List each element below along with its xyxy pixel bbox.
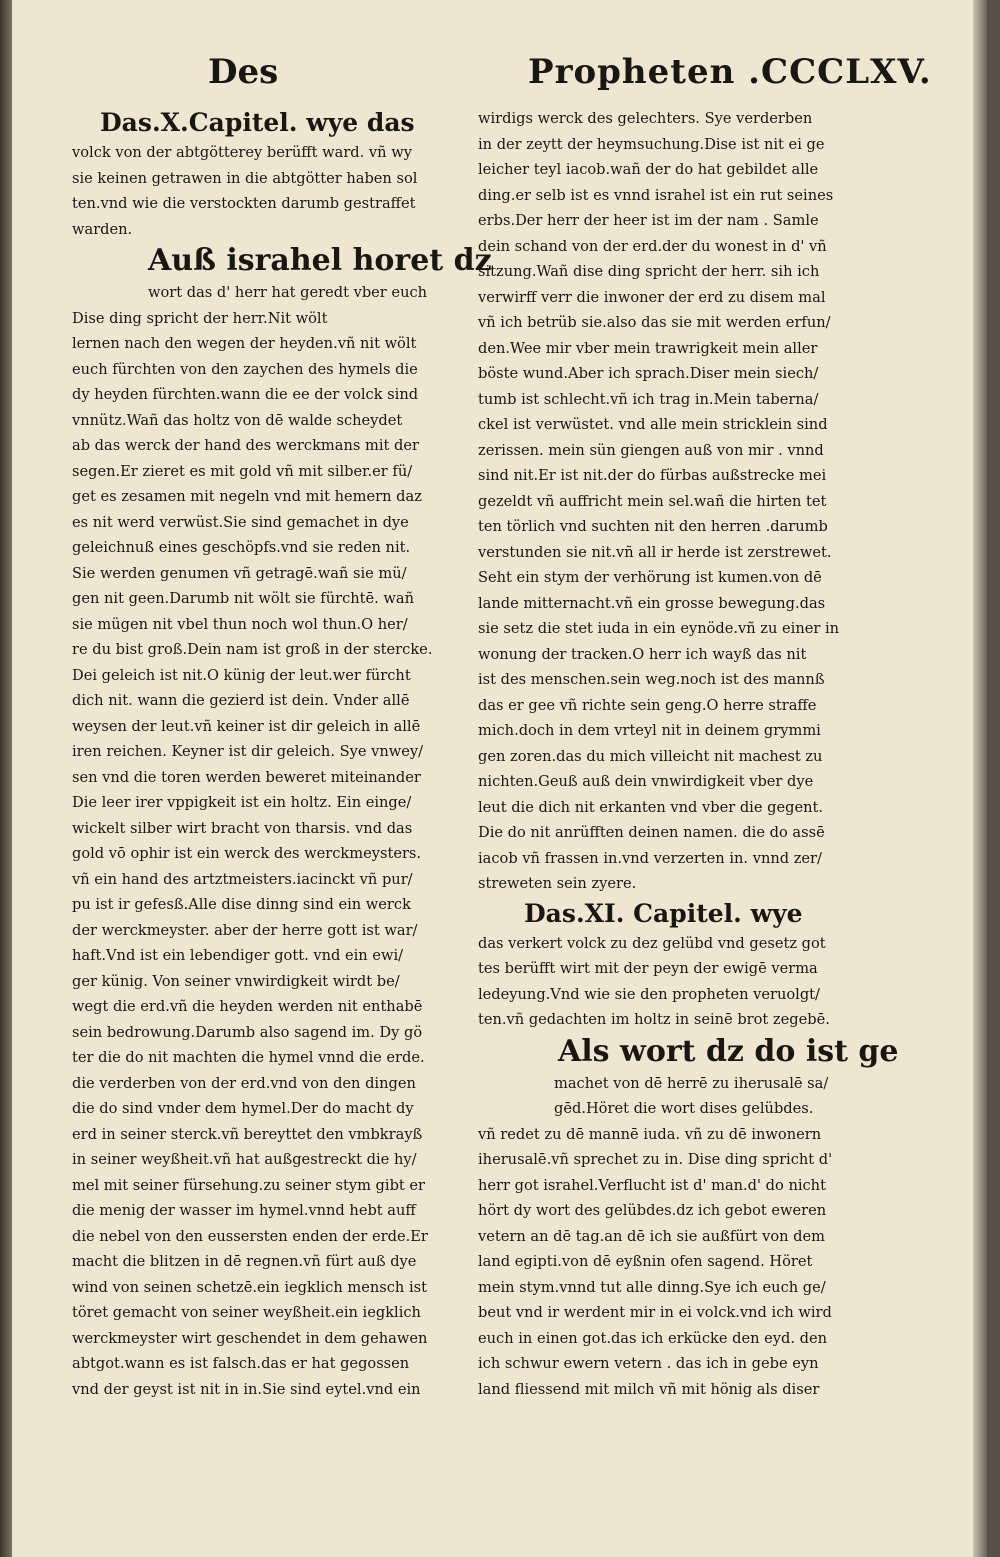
text-line: ckel ist verwüstet. vnd alle mein stricklein sind <box>478 416 828 433</box>
text-line: beut vnd ir werdent mir in ei volck.vnd ich wird <box>478 1304 832 1321</box>
text-line: erbs.Der herr der heer ist im der nam . Samle <box>478 212 819 229</box>
text-line: leicher teyl iacob.wañ der do hat gebildet alle <box>478 161 819 178</box>
text-line: gen zoren.das du mich villeicht nit machest zu <box>478 747 823 765</box>
text-line: sie keinen getrawen in die abtgötter haben sol <box>72 169 418 187</box>
text-line: gen nit geen.Darumb nit wölt sie fürchtē. wañ <box>72 590 415 607</box>
text-line: geleichnuß eines geschöpfs.vnd sie reden nit. <box>72 539 411 556</box>
text-line: mel mit seiner fürsehung.zu seiner stym gibt er <box>72 1176 426 1194</box>
chapter-summary <box>72 140 434 242</box>
text-line: Die do nit anrüfften deinen namen. die do assē <box>478 824 825 841</box>
text-line: wort das d' herr hat geredt vber euch <box>148 284 428 301</box>
text-line: den.Wee mir vber mein trawrigkeit mein aller <box>478 339 818 357</box>
text-line: das er gee vñ richte sein geng.O herre straffe <box>478 696 817 714</box>
text-line: segen.Er zieret es mit gold vñ mit silber.er fü/ <box>72 462 413 480</box>
text-line: vnnütz.Wañ das holtz von dē walde scheydet <box>72 411 403 429</box>
text-line: sie setz die stet iuda in ein eynöde.vñ zu einer in <box>478 620 840 637</box>
chapter-summary <box>478 931 840 1033</box>
initial-line: Auß israhel horet dz <box>148 243 492 278</box>
text-line: vnd der geyst ist nit in in.Sie sind eytel.vnd ein <box>72 1380 421 1398</box>
running-header-right: Propheten .CCCLXV. <box>528 52 932 92</box>
text-line: Sie werden genumen vñ getragē.wañ sie mü/ <box>72 564 407 582</box>
text-line: macht die blitzen in dē regnen.vñ fürt auß dye <box>72 1253 417 1270</box>
text-line: vñ ein hand des artztmeisters.iacinckt vñ pur/ <box>72 870 413 888</box>
text-line: ter die do nit machten die hymel vnnd die erde. <box>72 1049 425 1066</box>
text-line: ab das werck der hand des werckmans mit der <box>72 437 419 454</box>
text-line: wirdigs werck des gelechters. Sye verderben <box>478 110 813 127</box>
text-line: die menig der wasser im hymel.vnnd hebt auff <box>72 1202 416 1219</box>
text-line: sein bedrowung.Darumb also sagend im. Dy gö <box>72 1023 423 1041</box>
text-line: land fliessend mit milch vñ mit hönig als diser <box>478 1380 820 1398</box>
text-line: nichten.Geuß auß dein vnwirdigkeit vber dye <box>478 773 814 790</box>
text-line: das verkert volck zu dez gelübd vnd gesetz got <box>478 934 826 952</box>
text-line: sie mügen nit vbel thun noch wol thun.O her/ <box>72 615 408 633</box>
text-line: gēd.Höret die wort dises gelübdes. <box>554 1100 814 1117</box>
text-line: sitzung.Wañ dise ding spricht der herr. sih ich <box>478 263 820 280</box>
text-line: warden. <box>72 220 133 238</box>
initial-line: Als wort dz do ist ge <box>558 1033 899 1069</box>
text-line: sen vnd die toren werden beweret miteinander <box>72 768 421 786</box>
text-line: Seht ein stym der verhörung ist kumen.von dē <box>478 569 822 586</box>
text-line: ten.vñ gedachten im holtz in seinē brot zegebē. <box>478 1011 830 1028</box>
text-line: abtgot.wann es ist falsch.das er hat gegossen <box>72 1355 410 1372</box>
body-text <box>478 1071 840 1403</box>
body-text <box>478 106 840 897</box>
right-text-column <box>478 106 899 1402</box>
text-line: die verderben von der erd.vnd von den dingen <box>72 1074 416 1092</box>
text-line: land egipti.von dē eyßnin ofen sagend. Höret <box>478 1253 813 1270</box>
text-line: re du bist groß.Dein nam ist groß in der stercke. <box>72 641 433 658</box>
text-line: euch fürchten von den zaychen des hymels die <box>72 360 418 378</box>
text-line: lernen nach den wegen der heyden.vñ nit wölt <box>72 335 417 352</box>
text-line: pu ist ir gefesß.Alle dise dinng sind ein werck <box>72 896 411 913</box>
text-line: werckmeyster wirt geschendet in dem gehawen <box>72 1329 428 1347</box>
text-line: der werckmeyster. aber der herre gott ist war/ <box>72 921 418 939</box>
text-line: weysen der leut.vñ keiner ist dir geleich in allē <box>72 717 421 735</box>
text-line: sind nit.Er ist nit.der do fürbas außstrecke mei <box>478 467 827 484</box>
text-line: hört dy wort des gelübdes.dz ich gebot eweren <box>478 1202 827 1219</box>
text-line: verstunden sie nit.vñ all ir herde ist zerstrewet. <box>478 543 832 561</box>
text-line: dich nit. wann die gezierd ist dein. Vnder allē <box>72 692 410 709</box>
text-line: verwirff verr die inwoner der erd zu disem mal <box>478 288 826 306</box>
text-line: vetern an dē tag.an dē ich sie außfürt von dem <box>478 1227 825 1245</box>
text-line: ten.vnd wie die verstockten darumb gestraffet <box>72 195 416 212</box>
text-line: haft.Vnd ist ein lebendiger gott. vnd ein ewi/ <box>72 947 404 964</box>
text-line: mein stym.vnnd tut alle dinng.Sye ich euch ge/ <box>478 1278 826 1296</box>
text-line: gezeldt vñ auffricht mein sel.wañ die hirten tet <box>478 492 827 510</box>
text-line: streweten sein zyere. <box>478 875 637 892</box>
text-line: iherusalē.vñ sprechet zu in. Dise ding spricht d' <box>478 1151 833 1168</box>
text-line: erd in seiner sterck.vñ bereyttet den vmbkrayß <box>72 1125 423 1143</box>
text-line: ist des menschen.sein weg.noch ist des mannß <box>478 671 825 688</box>
text-line: Die leer irer vppigkeit ist ein holtz. Ein einge/ <box>72 794 412 811</box>
text-line: wickelt silber wirt bracht von tharsis. vnd das <box>72 819 413 837</box>
text-line: herr got israhel.Verflucht ist d' man.d' do nicht <box>478 1176 826 1194</box>
text-line: dy heyden fürchten.wann die ee der volck sind <box>72 386 419 403</box>
text-line: in der zeytt der heymsuchung.Dise ist nit ei ge <box>478 135 825 153</box>
text-line: die nebel von den eussersten enden der erde.Er <box>72 1227 428 1245</box>
text-line: Dei geleich ist nit.O künig der leut.wer fürcht <box>72 666 411 684</box>
text-line: töret gemacht von seiner weyßheit.ein iegklich <box>72 1304 421 1321</box>
text-line: wegt die erd.vñ die heyden werden nit enthabē <box>72 998 423 1015</box>
text-line: leut die dich nit erkanten vnd vber die gegent. <box>478 798 823 816</box>
text-line: volck von der abtgötterey berüfft ward. vñ wy <box>72 144 412 161</box>
text-line: dein schand von der erd.der du wonest in d' vñ <box>478 237 827 255</box>
text-line: ten törlich vnd suchten nit den herren .darumb <box>478 518 828 535</box>
text-line: get es zesamen mit negeln vnd mit hemern daz <box>72 488 422 505</box>
left-text-column <box>72 106 492 1402</box>
text-line: in seiner weyßheit.vñ hat außgestreckt die hy/ <box>72 1151 417 1168</box>
text-line: böste wund.Aber ich sprach.Diser mein siech/ <box>478 365 819 382</box>
text-line: die do sind vnder dem hymel.Der do macht dy <box>72 1100 414 1117</box>
text-line: es nit werd verwüst.Sie sind gemachet in dye <box>72 513 409 531</box>
chapter-heading: Das.XI. Capitel. wye <box>524 898 803 928</box>
text-line: vñ ich betrüb sie.also das sie mit werden erfun/ <box>478 314 831 331</box>
text-line: vñ redet zu dē mannē iuda. vñ zu dē inwonern <box>478 1125 822 1143</box>
text-line: ledeyung.Vnd wie sie den propheten veruolgt/ <box>478 985 820 1003</box>
body-text <box>72 280 434 1402</box>
text-line: ger künig. Von seiner vnwirdigkeit wirdt be/ <box>72 972 400 990</box>
text-line: zerissen. mein sün giengen auß von mir . vnnd <box>478 441 824 459</box>
page-edge <box>973 0 987 1557</box>
chapter-heading: Das.X.Capitel. wye das <box>100 108 415 137</box>
text-line: iacob vñ frassen in.vnd verzerten in. vnnd zer/ <box>478 849 822 867</box>
text-line: wonung der tracken.O herr ich wayß das nit <box>478 645 807 663</box>
text-line: Dise ding spricht der herr.Nit wölt <box>72 309 328 327</box>
text-line: euch in einen got.das ich erkücke den eyd. den <box>478 1329 828 1347</box>
text-line: tes berüfft wirt mit der peyn der ewigē verma <box>478 960 818 977</box>
text-line: mich.doch in dem vrteyl nit in deinem grymmi <box>478 722 821 739</box>
text-line: gold vō ophir ist ein werck des werckmeysters. <box>72 845 422 862</box>
text-line: ding.er selb ist es vnnd israhel ist ein rut seines <box>478 186 834 204</box>
text-line: lande mitternacht.vñ ein grosse bewegung.das <box>478 594 826 612</box>
text-line: ich schwur ewern vetern . das ich in gebe eyn <box>478 1355 819 1372</box>
text-line: tumb ist schlecht.vñ ich trag in.Mein taberna/ <box>478 390 819 408</box>
text-line: machet von dē herrē zu iherusalē sa/ <box>554 1074 829 1092</box>
text-line: iren reichen. Keyner ist dir geleich. Sye vnwey/ <box>72 743 424 760</box>
running-header-left: Des <box>208 52 279 92</box>
text-line: wind von seinen schetzē.ein iegklich mensch ist <box>72 1278 427 1296</box>
